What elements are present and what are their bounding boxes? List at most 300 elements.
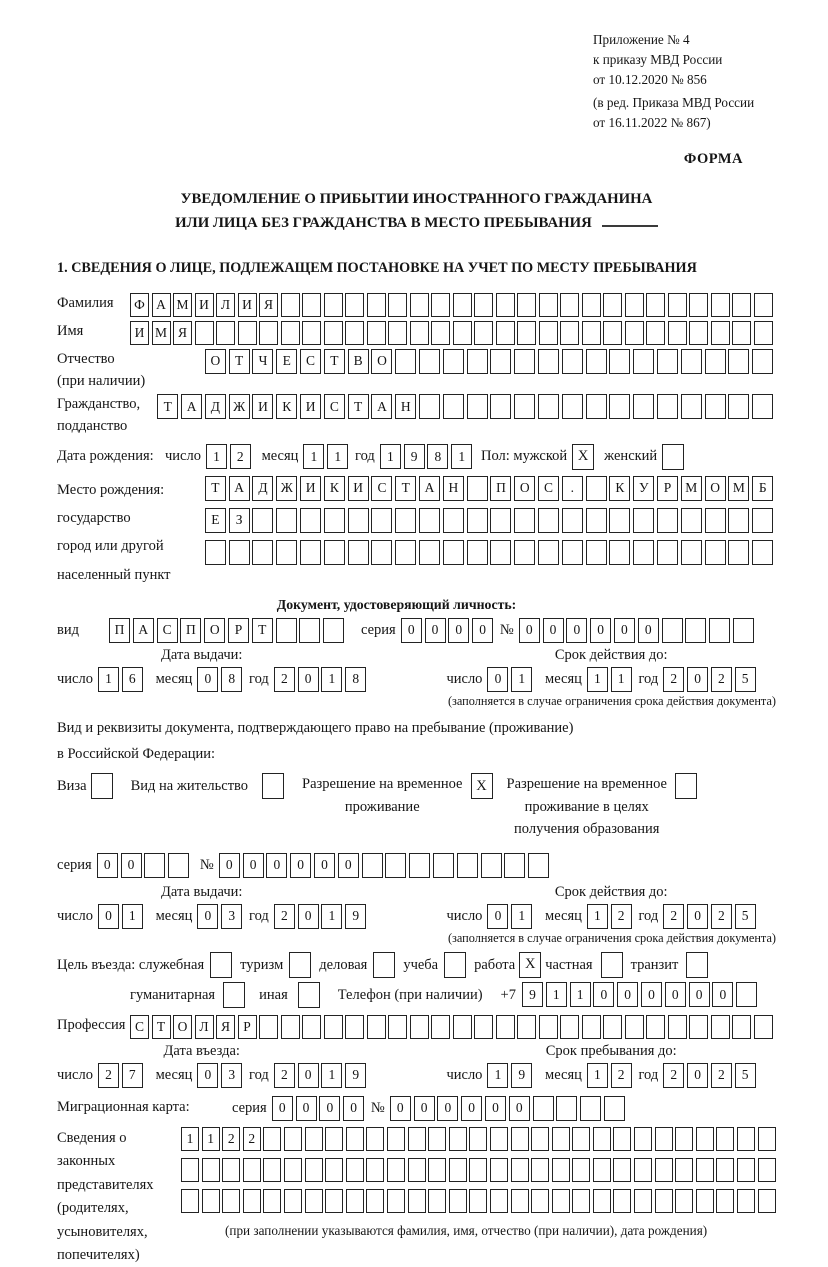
char-cell[interactable]: [410, 1015, 429, 1039]
char-cell[interactable]: 0: [272, 1096, 293, 1121]
char-cell[interactable]: 0: [509, 1096, 530, 1121]
char-cell[interactable]: [696, 1127, 714, 1151]
char-cell[interactable]: [449, 1158, 467, 1182]
purpose-study-checkbox[interactable]: [444, 952, 466, 978]
char-cell[interactable]: Р: [657, 476, 678, 501]
char-cell[interactable]: [657, 349, 678, 374]
char-cell[interactable]: [348, 540, 369, 565]
char-cell[interactable]: З: [229, 508, 250, 533]
char-cell[interactable]: [514, 394, 535, 419]
char-cell[interactable]: [613, 1189, 631, 1213]
char-cell[interactable]: 9: [345, 1063, 366, 1088]
char-cell[interactable]: 0: [543, 618, 564, 643]
char-cell[interactable]: 2: [711, 1063, 732, 1088]
char-cell[interactable]: [474, 321, 493, 345]
char-cell[interactable]: [572, 1127, 590, 1151]
char-cell[interactable]: [538, 540, 559, 565]
char-cell[interactable]: 7: [122, 1063, 143, 1088]
char-cell[interactable]: [467, 394, 488, 419]
char-cell[interactable]: 0: [687, 904, 708, 929]
char-cell[interactable]: [419, 349, 440, 374]
char-cell[interactable]: [366, 1127, 384, 1151]
char-cell[interactable]: [736, 982, 757, 1007]
char-cell[interactable]: [387, 1189, 405, 1213]
char-cell[interactable]: 0: [461, 1096, 482, 1121]
char-cell[interactable]: [367, 293, 386, 317]
char-cell[interactable]: С: [324, 394, 345, 419]
char-cell[interactable]: 3: [221, 1063, 242, 1088]
char-cell[interactable]: О: [205, 349, 226, 374]
char-cell[interactable]: [696, 1189, 714, 1213]
char-cell[interactable]: [586, 394, 607, 419]
char-cell[interactable]: [300, 508, 321, 533]
char-cell[interactable]: [609, 349, 630, 374]
char-cell[interactable]: [634, 1189, 652, 1213]
char-cell[interactable]: 0: [487, 667, 508, 692]
char-cell[interactable]: Н: [443, 476, 464, 501]
char-cell[interactable]: 0: [566, 618, 587, 643]
char-cell[interactable]: 0: [519, 618, 540, 643]
char-cell[interactable]: [408, 1189, 426, 1213]
char-cell[interactable]: 1: [587, 904, 608, 929]
char-cell[interactable]: [603, 293, 622, 317]
char-cell[interactable]: [453, 321, 472, 345]
char-cell[interactable]: 0: [290, 853, 311, 878]
char-cell[interactable]: [431, 1015, 450, 1039]
char-cell[interactable]: П: [490, 476, 511, 501]
char-cell[interactable]: М: [173, 293, 192, 317]
char-cell[interactable]: С: [130, 1015, 149, 1039]
char-cell[interactable]: [371, 540, 392, 565]
char-cell[interactable]: [681, 540, 702, 565]
char-cell[interactable]: [711, 293, 730, 317]
char-cell[interactable]: [533, 1096, 554, 1121]
char-cell[interactable]: О: [514, 476, 535, 501]
char-cell[interactable]: [366, 1189, 384, 1213]
char-cell[interactable]: К: [276, 394, 297, 419]
char-cell[interactable]: [305, 1158, 323, 1182]
char-cell[interactable]: Я: [259, 293, 278, 317]
char-cell[interactable]: [469, 1158, 487, 1182]
char-cell[interactable]: [728, 349, 749, 374]
char-cell[interactable]: П: [109, 618, 130, 643]
char-cell[interactable]: И: [130, 321, 149, 345]
char-cell[interactable]: Т: [348, 394, 369, 419]
char-cell[interactable]: [593, 1127, 611, 1151]
char-cell[interactable]: [668, 293, 687, 317]
char-cell[interactable]: Я: [173, 321, 192, 345]
char-cell[interactable]: [263, 1189, 281, 1213]
char-cell[interactable]: [646, 293, 665, 317]
char-cell[interactable]: [711, 321, 730, 345]
purpose-other-checkbox[interactable]: [298, 982, 320, 1008]
char-cell[interactable]: [324, 508, 345, 533]
char-cell[interactable]: [758, 1158, 776, 1182]
char-cell[interactable]: [732, 293, 751, 317]
char-cell[interactable]: 0: [617, 982, 638, 1007]
char-cell[interactable]: [538, 394, 559, 419]
char-cell[interactable]: [675, 1189, 693, 1213]
char-cell[interactable]: 0: [338, 853, 359, 878]
char-cell[interactable]: [705, 394, 726, 419]
char-cell[interactable]: [752, 349, 773, 374]
char-cell[interactable]: С: [300, 349, 321, 374]
char-cell[interactable]: [646, 321, 665, 345]
char-cell[interactable]: 0: [472, 618, 493, 643]
char-cell[interactable]: 0: [638, 618, 659, 643]
char-cell[interactable]: 0: [689, 982, 710, 1007]
char-cell[interactable]: [362, 853, 383, 878]
char-cell[interactable]: [276, 540, 297, 565]
char-cell[interactable]: [538, 349, 559, 374]
char-cell[interactable]: [625, 321, 644, 345]
char-cell[interactable]: 8: [221, 667, 242, 692]
char-cell[interactable]: Т: [157, 394, 178, 419]
char-cell[interactable]: [284, 1158, 302, 1182]
char-cell[interactable]: И: [348, 476, 369, 501]
char-cell[interactable]: [562, 540, 583, 565]
char-cell[interactable]: О: [204, 618, 225, 643]
char-cell[interactable]: [580, 1096, 601, 1121]
char-cell[interactable]: Л: [216, 293, 235, 317]
char-cell[interactable]: [633, 394, 654, 419]
char-cell[interactable]: [202, 1189, 220, 1213]
char-cell[interactable]: [346, 1158, 364, 1182]
char-cell[interactable]: 0: [687, 667, 708, 692]
char-cell[interactable]: [511, 1127, 529, 1151]
purpose-official-checkbox[interactable]: [210, 952, 232, 978]
char-cell[interactable]: [410, 293, 429, 317]
char-cell[interactable]: 1: [181, 1127, 199, 1151]
char-cell[interactable]: [758, 1189, 776, 1213]
char-cell[interactable]: О: [173, 1015, 192, 1039]
char-cell[interactable]: 1: [611, 667, 632, 692]
char-cell[interactable]: [633, 540, 654, 565]
char-cell[interactable]: [675, 1158, 693, 1182]
char-cell[interactable]: 0: [121, 853, 142, 878]
char-cell[interactable]: О: [371, 349, 392, 374]
char-cell[interactable]: [552, 1189, 570, 1213]
char-cell[interactable]: [517, 1015, 536, 1039]
char-cell[interactable]: 2: [98, 1063, 119, 1088]
char-cell[interactable]: 0: [97, 853, 118, 878]
char-cell[interactable]: [657, 540, 678, 565]
char-cell[interactable]: 0: [593, 982, 614, 1007]
char-cell[interactable]: [732, 1015, 751, 1039]
char-cell[interactable]: [582, 321, 601, 345]
residence-permit-checkbox[interactable]: [262, 773, 284, 799]
char-cell[interactable]: [348, 508, 369, 533]
char-cell[interactable]: 1: [570, 982, 591, 1007]
char-cell[interactable]: 2: [274, 667, 295, 692]
char-cell[interactable]: [562, 394, 583, 419]
char-cell[interactable]: [752, 540, 773, 565]
char-cell[interactable]: [752, 394, 773, 419]
char-cell[interactable]: О: [705, 476, 726, 501]
char-cell[interactable]: [474, 1015, 493, 1039]
char-cell[interactable]: [586, 476, 607, 501]
char-cell[interactable]: [514, 540, 535, 565]
char-cell[interactable]: [276, 508, 297, 533]
char-cell[interactable]: [202, 1158, 220, 1182]
purpose-work-checkbox[interactable]: X: [519, 952, 541, 978]
char-cell[interactable]: А: [152, 293, 171, 317]
char-cell[interactable]: [300, 540, 321, 565]
char-cell[interactable]: [222, 1189, 240, 1213]
char-cell[interactable]: 2: [711, 904, 732, 929]
char-cell[interactable]: 0: [197, 667, 218, 692]
char-cell[interactable]: [681, 508, 702, 533]
char-cell[interactable]: [633, 508, 654, 533]
char-cell[interactable]: 0: [425, 618, 446, 643]
char-cell[interactable]: Ф: [130, 293, 149, 317]
char-cell[interactable]: К: [324, 476, 345, 501]
char-cell[interactable]: [395, 349, 416, 374]
char-cell[interactable]: 0: [401, 618, 422, 643]
char-cell[interactable]: 1: [321, 904, 342, 929]
char-cell[interactable]: Е: [205, 508, 226, 533]
char-cell[interactable]: 9: [345, 904, 366, 929]
purpose-business-checkbox[interactable]: [373, 952, 395, 978]
char-cell[interactable]: [305, 1127, 323, 1151]
char-cell[interactable]: 0: [485, 1096, 506, 1121]
char-cell[interactable]: [395, 508, 416, 533]
char-cell[interactable]: [681, 394, 702, 419]
char-cell[interactable]: [222, 1158, 240, 1182]
char-cell[interactable]: [634, 1158, 652, 1182]
char-cell[interactable]: [181, 1158, 199, 1182]
char-cell[interactable]: 5: [735, 1063, 756, 1088]
char-cell[interactable]: [481, 853, 502, 878]
char-cell[interactable]: Р: [228, 618, 249, 643]
char-cell[interactable]: А: [419, 476, 440, 501]
char-cell[interactable]: [284, 1189, 302, 1213]
char-cell[interactable]: [168, 853, 189, 878]
char-cell[interactable]: [428, 1127, 446, 1151]
char-cell[interactable]: И: [252, 394, 273, 419]
char-cell[interactable]: 2: [711, 667, 732, 692]
char-cell[interactable]: 0: [296, 1096, 317, 1121]
char-cell[interactable]: [582, 293, 601, 317]
char-cell[interactable]: 2: [222, 1127, 240, 1151]
char-cell[interactable]: [496, 321, 515, 345]
char-cell[interactable]: [323, 618, 344, 643]
char-cell[interactable]: [281, 321, 300, 345]
char-cell[interactable]: [609, 540, 630, 565]
char-cell[interactable]: [625, 293, 644, 317]
char-cell[interactable]: [216, 321, 235, 345]
char-cell[interactable]: [689, 293, 708, 317]
char-cell[interactable]: 1: [511, 667, 532, 692]
char-cell[interactable]: [705, 540, 726, 565]
char-cell[interactable]: [662, 618, 683, 643]
char-cell[interactable]: [593, 1189, 611, 1213]
char-cell[interactable]: [517, 293, 536, 317]
purpose-private-checkbox[interactable]: [601, 952, 623, 978]
char-cell[interactable]: [728, 394, 749, 419]
char-cell[interactable]: [428, 1189, 446, 1213]
char-cell[interactable]: [758, 1127, 776, 1151]
char-cell[interactable]: 1: [587, 667, 608, 692]
char-cell[interactable]: 2: [663, 1063, 684, 1088]
char-cell[interactable]: [560, 321, 579, 345]
char-cell[interactable]: [689, 321, 708, 345]
char-cell[interactable]: 0: [298, 904, 319, 929]
char-cell[interactable]: 6: [122, 667, 143, 692]
char-cell[interactable]: 0: [243, 853, 264, 878]
char-cell[interactable]: [514, 349, 535, 374]
char-cell[interactable]: [490, 1127, 508, 1151]
char-cell[interactable]: Т: [324, 349, 345, 374]
char-cell[interactable]: В: [348, 349, 369, 374]
char-cell[interactable]: 1: [321, 667, 342, 692]
char-cell[interactable]: 0: [437, 1096, 458, 1121]
char-cell[interactable]: [711, 1015, 730, 1039]
char-cell[interactable]: [560, 1015, 579, 1039]
char-cell[interactable]: 2: [230, 444, 251, 469]
char-cell[interactable]: [302, 321, 321, 345]
char-cell[interactable]: [243, 1189, 261, 1213]
char-cell[interactable]: [410, 321, 429, 345]
char-cell[interactable]: 0: [266, 853, 287, 878]
char-cell[interactable]: [345, 293, 364, 317]
char-cell[interactable]: [604, 1096, 625, 1121]
char-cell[interactable]: [562, 349, 583, 374]
char-cell[interactable]: [408, 1158, 426, 1182]
char-cell[interactable]: 0: [98, 904, 119, 929]
char-cell[interactable]: [609, 508, 630, 533]
char-cell[interactable]: 0: [298, 1063, 319, 1088]
char-cell[interactable]: 0: [641, 982, 662, 1007]
char-cell[interactable]: [324, 321, 343, 345]
char-cell[interactable]: 1: [321, 1063, 342, 1088]
char-cell[interactable]: [716, 1189, 734, 1213]
char-cell[interactable]: 2: [274, 904, 295, 929]
char-cell[interactable]: [428, 1158, 446, 1182]
char-cell[interactable]: [443, 394, 464, 419]
char-cell[interactable]: [496, 293, 515, 317]
char-cell[interactable]: [657, 394, 678, 419]
char-cell[interactable]: Т: [252, 618, 273, 643]
char-cell[interactable]: [603, 321, 622, 345]
char-cell[interactable]: [345, 321, 364, 345]
char-cell[interactable]: П: [180, 618, 201, 643]
char-cell[interactable]: 0: [343, 1096, 364, 1121]
char-cell[interactable]: [443, 349, 464, 374]
char-cell[interactable]: Б: [752, 476, 773, 501]
char-cell[interactable]: [144, 853, 165, 878]
char-cell[interactable]: [205, 540, 226, 565]
char-cell[interactable]: [539, 321, 558, 345]
char-cell[interactable]: [443, 508, 464, 533]
char-cell[interactable]: [668, 1015, 687, 1039]
char-cell[interactable]: [586, 540, 607, 565]
char-cell[interactable]: С: [538, 476, 559, 501]
sex-male-checkbox[interactable]: X: [572, 444, 594, 470]
char-cell[interactable]: [696, 1158, 714, 1182]
char-cell[interactable]: [562, 508, 583, 533]
char-cell[interactable]: 0: [614, 618, 635, 643]
char-cell[interactable]: [754, 1015, 773, 1039]
char-cell[interactable]: Т: [229, 349, 250, 374]
char-cell[interactable]: [259, 1015, 278, 1039]
char-cell[interactable]: [655, 1158, 673, 1182]
char-cell[interactable]: [514, 508, 535, 533]
char-cell[interactable]: [609, 394, 630, 419]
char-cell[interactable]: 2: [663, 667, 684, 692]
char-cell[interactable]: [474, 293, 493, 317]
temp-residence-education-checkbox[interactable]: [675, 773, 697, 799]
char-cell[interactable]: [490, 540, 511, 565]
char-cell[interactable]: 5: [735, 904, 756, 929]
char-cell[interactable]: [552, 1127, 570, 1151]
char-cell[interactable]: [229, 540, 250, 565]
char-cell[interactable]: [582, 1015, 601, 1039]
char-cell[interactable]: [556, 1096, 577, 1121]
char-cell[interactable]: 1: [202, 1127, 220, 1151]
char-cell[interactable]: 0: [197, 1063, 218, 1088]
char-cell[interactable]: .: [562, 476, 583, 501]
char-cell[interactable]: [737, 1189, 755, 1213]
char-cell[interactable]: [181, 1189, 199, 1213]
purpose-tourism-checkbox[interactable]: [289, 952, 311, 978]
char-cell[interactable]: 8: [345, 667, 366, 692]
char-cell[interactable]: 1: [546, 982, 567, 1007]
char-cell[interactable]: [299, 618, 320, 643]
char-cell[interactable]: 1: [206, 444, 227, 469]
char-cell[interactable]: [371, 508, 392, 533]
char-cell[interactable]: 1: [511, 904, 532, 929]
char-cell[interactable]: [408, 1127, 426, 1151]
char-cell[interactable]: 2: [663, 904, 684, 929]
char-cell[interactable]: 1: [587, 1063, 608, 1088]
char-cell[interactable]: [613, 1127, 631, 1151]
char-cell[interactable]: 2: [611, 904, 632, 929]
char-cell[interactable]: [453, 1015, 472, 1039]
visa-checkbox[interactable]: [91, 773, 113, 799]
char-cell[interactable]: С: [371, 476, 392, 501]
char-cell[interactable]: [385, 853, 406, 878]
char-cell[interactable]: 9: [522, 982, 543, 1007]
char-cell[interactable]: 9: [404, 444, 425, 469]
char-cell[interactable]: [716, 1158, 734, 1182]
char-cell[interactable]: [324, 540, 345, 565]
char-cell[interactable]: [737, 1158, 755, 1182]
char-cell[interactable]: Д: [205, 394, 226, 419]
char-cell[interactable]: [324, 1015, 343, 1039]
char-cell[interactable]: 0: [298, 667, 319, 692]
char-cell[interactable]: [345, 1015, 364, 1039]
char-cell[interactable]: И: [195, 293, 214, 317]
char-cell[interactable]: 0: [197, 904, 218, 929]
char-cell[interactable]: 1: [303, 444, 324, 469]
char-cell[interactable]: 0: [414, 1096, 435, 1121]
sex-female-checkbox[interactable]: [662, 444, 684, 470]
char-cell[interactable]: 0: [314, 853, 335, 878]
char-cell[interactable]: М: [681, 476, 702, 501]
temp-residence-checkbox[interactable]: X: [471, 773, 493, 799]
char-cell[interactable]: [443, 540, 464, 565]
char-cell[interactable]: [613, 1158, 631, 1182]
char-cell[interactable]: [754, 293, 773, 317]
char-cell[interactable]: [467, 508, 488, 533]
char-cell[interactable]: 0: [319, 1096, 340, 1121]
char-cell[interactable]: [252, 540, 273, 565]
char-cell[interactable]: У: [633, 476, 654, 501]
char-cell[interactable]: [325, 1127, 343, 1151]
char-cell[interactable]: [324, 293, 343, 317]
char-cell[interactable]: [453, 293, 472, 317]
